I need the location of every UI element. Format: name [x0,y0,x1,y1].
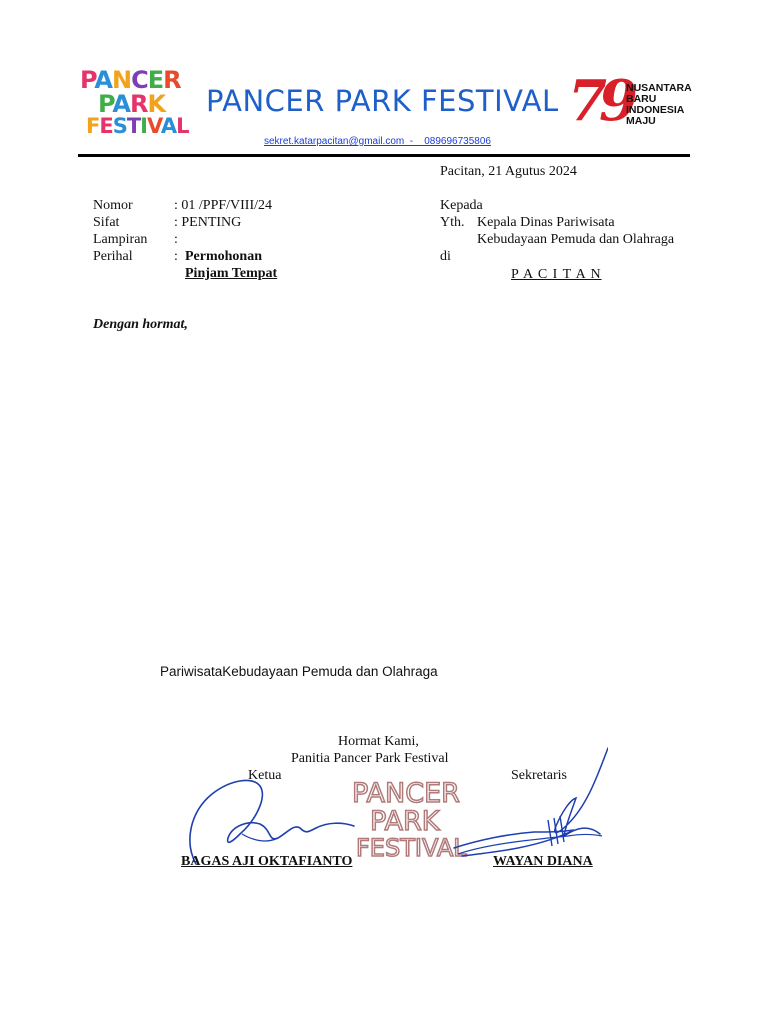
secretary-signature [448,744,608,868]
contact-line[interactable]: sekret.katarpacitan@gmail.com - 089696735806 [264,136,491,147]
recipient-city: P A C I T A N [511,267,602,282]
anniversary-79-logo [564,68,714,138]
header-divider [78,154,690,157]
chair-name: BAGAS AJI OKTAFIANTO [181,854,353,869]
committee-name: Panitia Pancer Park Festival [291,751,449,766]
field-label-lampiran: Lampiran [93,232,148,247]
letterhead-title: PANCER PARK FESTIVAL [206,84,559,118]
badge-number: 79 [568,68,630,134]
greeting: Dengan hormat, [93,317,188,332]
closing: Hormat Kami, [338,734,419,749]
field-value-perihal: : [174,249,178,264]
logo-line-park: PARK [98,90,166,118]
secretary-name: WAYAN DIANA [493,854,593,869]
recipient-kepada: Kepada [440,198,483,213]
field-value-lampiran: : [174,232,178,247]
perihal-line-1: Permohonan [185,249,262,264]
recipient-line-1: Kepala Dinas Pariwisata [477,215,615,230]
field-label-nomor: Nomor [93,198,133,213]
field-value-sifat: : PENTING [174,215,242,230]
field-label-sifat: Sifat [93,215,120,230]
logo-line-pancer: PANCER [80,66,181,94]
body-text-fragment: PariwisataKebudayaan Pemuda dan Olahraga [160,664,438,679]
recipient-di: di [440,249,451,264]
field-value-nomor: : 01 /PPF/VIII/24 [174,198,273,213]
letter-date: Pacitan, 21 Agutus 2024 [440,164,577,179]
recipient-line-2: Kebudayaan Pemuda dan Olahraga [477,232,675,247]
perihal-line-2: Pinjam Tempat [185,266,278,281]
field-label-perihal: Perihal [93,249,133,264]
committee-stamp: PANCER PARK FESTIVAL [352,778,467,862]
festival-logo [78,66,189,144]
recipient-yth: Yth. [440,215,465,230]
logo-line-festival: FESTIVAL [86,114,189,138]
role-chair: Ketua [248,768,282,783]
badge-tagline: NUSANTARA BARU INDONESIA MAJU [626,82,692,127]
role-secretary: Sekretaris [511,768,567,783]
